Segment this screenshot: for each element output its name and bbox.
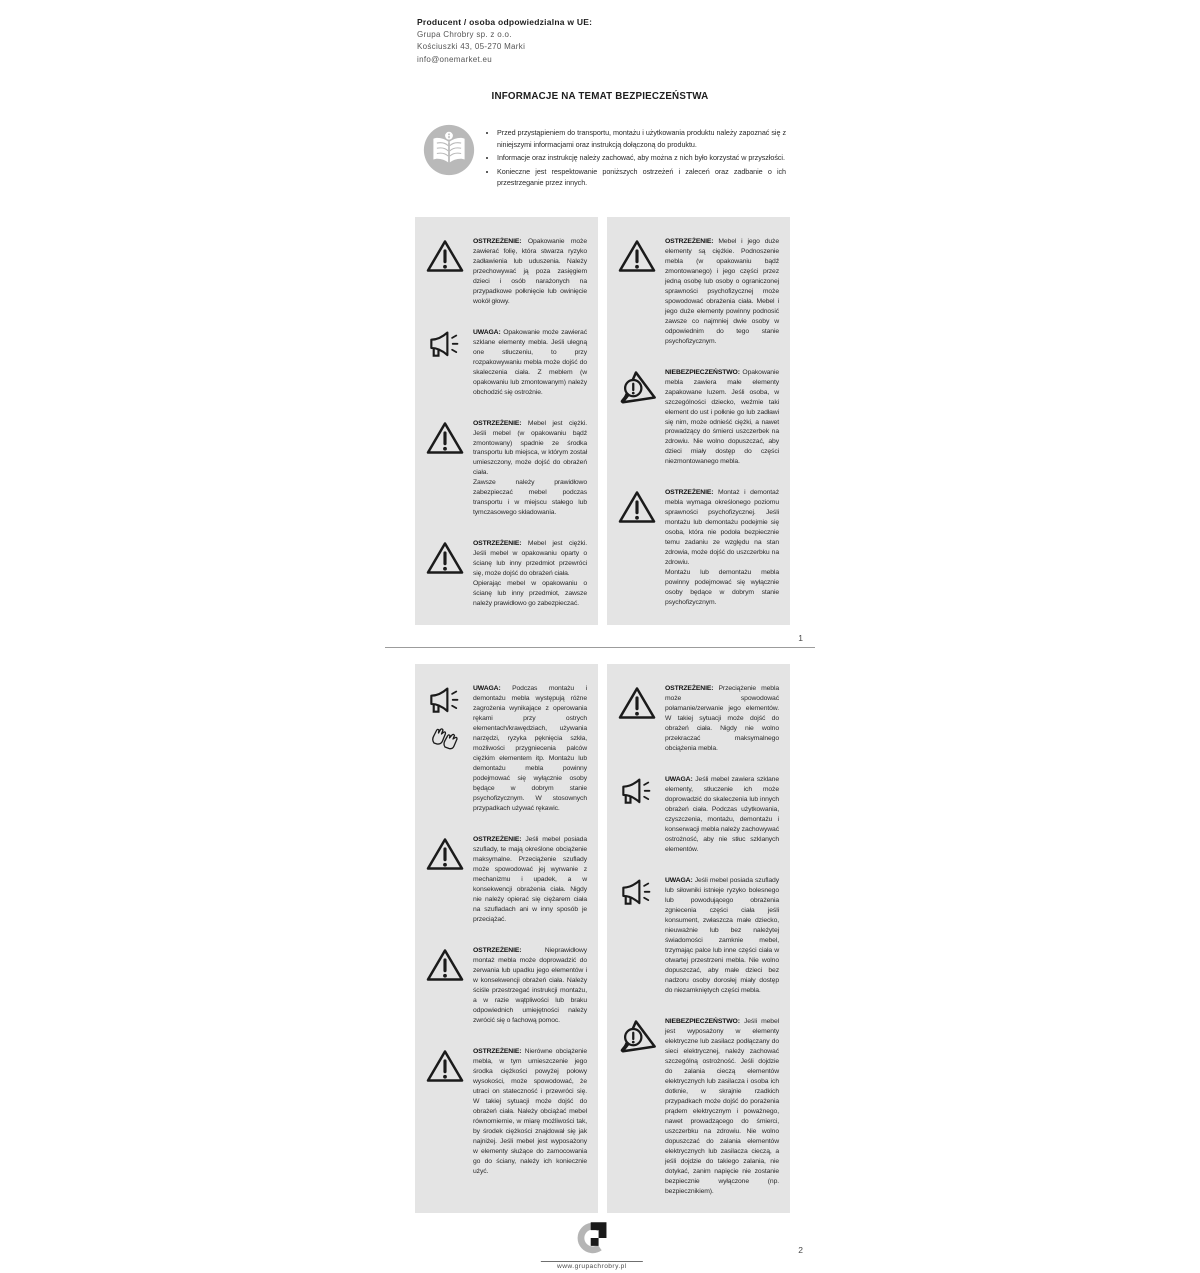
intro-section (385, 124, 815, 191)
warning-paragraph: OSTRZEŻENIE: Mebel jest ciężki. Jeśli mebel w opakowaniu oparty o ścianę lub inny przedmiot przewróci się, może dojść do obrażeń ciała. (473, 540, 587, 578)
warning-paragraph: OSTRZEŻENIE: Nierówne obciążenie mebla, w tym umieszczenie jego środka ciężkości powyżej połowy wysokości, może spowodować, że utraci on stateczność i przewróci się. W takiej sytuacji może dojść do obrażeń ciała. Należy obciążać mebel równomiernie, w miarę możliwości tak, by środek ciężkości znajdował się jak najniżej. Jeśli mebel jest wyposażony w elementy służące do zamocowania go do ściany, należy ich koniecznie użyć. (473, 1047, 587, 1175)
warning-paragraph: UWAGA: Opakowanie może zawierać szklane elementy mebla. Jeśli ulegną one stłuczeniu, to przy rozpakowywaniu mebla może dojść do skaleczenia ciała. Z meblem (w opakowaniu lub zmontowanym) należy obchodzić się ostrożnie. (473, 328, 587, 396)
warning-paragraph: OSTRZEŻENIE: Opakowanie może zawierać folię, która stwarza ryzyko zadławienia lub uduszenia. Należy przechowywać ją poza zasięgiem dzieci i osób narażonych na przypadkowe połknięcie lub owinięcie wokół głowy. (473, 237, 587, 305)
warning-item (616, 775, 779, 855)
page-divider (385, 647, 815, 648)
warning-item (616, 1017, 779, 1197)
producer-label: Producent / osoba odpowiedzialna w UE: (417, 17, 593, 27)
warning-label: OSTRZEŻENIE: (473, 419, 528, 427)
warning-paragraph: OSTRZEŻENIE: Mebel i jego duże elementy są ciężkie. Podnoszenie mebla (w opakowaniu bądź zmontowanego) i jego części przez jedną osobę lub osoby o ograniczonej sprawności psychofizycznej może spowodować obrażenia ciała. Mebel i jego duże elementy powinny podnosić zawsze co najmniej dwie osoby w odpowiednim do tego stanie psychofizycznym. (665, 237, 779, 345)
warning-label: OSTRZEŻENIE: (665, 685, 719, 693)
warning-text (473, 328, 587, 398)
warning-text (665, 488, 779, 608)
warning-triangle-icon (426, 541, 464, 575)
document-footer (385, 1221, 815, 1273)
producer-block (417, 0, 815, 66)
warning-icons (424, 328, 466, 398)
warning-label: UWAGA: (665, 776, 696, 784)
warning-triangle-icon (426, 948, 464, 982)
warning-triangle-icon (426, 837, 464, 871)
warning-item (424, 1047, 587, 1177)
warning-icons (616, 237, 658, 347)
warning-box-left (415, 217, 598, 626)
warning-icons (424, 684, 466, 814)
warning-label: OSTRZEŻENIE: (473, 237, 528, 245)
warning-label: UWAGA: (473, 328, 504, 336)
open-book-icon (423, 124, 475, 176)
page-number-1: 1 (798, 633, 803, 644)
producer-lines (417, 29, 815, 66)
warning-box-right (607, 217, 790, 626)
warnings-page-1 (415, 217, 790, 626)
producer-line: Grupa Chrobry sp. z o.o. (417, 30, 512, 39)
warning-item (424, 684, 587, 814)
warning-item (424, 328, 587, 398)
warning-item (424, 539, 587, 609)
warning-text (473, 1047, 587, 1177)
warning-paragraph: OSTRZEŻENIE: Jeśli mebel posiada szuflady, te mają określone obciążenie maksymalne. Przeciążenie szuflady może spowodować jej wyrwanie z mechanizmu i upadek, a w konsekwencji obrażenia ciała. Nigdy nie należy opierać się ciężarem ciała na szufladach ani w inny sposób je przeciążać. (473, 836, 587, 923)
warning-label: NIEBEZPIECZEŃSTWO: (665, 1017, 744, 1025)
warning-paragraph: UWAGA: Podczas montażu i demontażu mebla występują różne zagrożenia wynikające z operowania rękami przy ostrych elementach/krawędziach, używania narzędzi, ryzyka pęknięcia szkła, możliwości przygniecenia palców ciężkim elementem itp. Montażu lub demontażu mebla powinny podejmować się wyłącznie osoby będące w dobrym stanie psychofizycznym. W stosownych przypadkach używać rękawic. (473, 685, 587, 813)
warning-item (616, 876, 779, 996)
warning-text (473, 237, 587, 307)
warning-icons (424, 539, 466, 609)
megaphone-icon (618, 878, 656, 908)
warning-paragraph: OSTRZEŻENIE: Przeciążenie mebla może spowodować połamanie/zerwanie jego elementów. W takiej sytuacji może dojść do obrażeń ciała. Nigdy nie wolno przekraczać maksymalnego obciążenia mebla. (665, 685, 779, 753)
danger-magnifier-icon (617, 1019, 657, 1054)
warning-text (665, 775, 779, 855)
producer-line: info@onemarket.eu (417, 54, 493, 64)
warning-text (473, 835, 587, 925)
warning-paragraph: NIEBEZPIECZEŃSTWO: Jeśli mebel jest wyposażony w elementy elektryczne lub zasilacz podłączany do sieci elektrycznej, należy zachować szczególną ostrożność. Jeśli dojdzie do zalania cieczą elementów elektrycznych lub zasilacza i osoba ich dotknie, w skrajnie rzadkich przypadkach może dojść do porażenia prądem elektrycznym i poważnego, nawet prowadzącego do śmierci, uszczerbku na zdrowiu. Nie wolno dopuszczać do zalania elementów elektrycznych lub zasilacza cieczą, a jeśli dojdzie do takiego zalania, nie dotykać, zanim napięcie nie zostanie bezpiecznie wyłączone (np. bezpiecznikiem). (665, 1017, 779, 1195)
warning-icons (424, 1047, 466, 1177)
warning-paragraph: OSTRZEŻENIE: Nieprawidłowy montaż mebla może doprowadzić do zerwania lub upadku jego elementów i w konsekwencji obrażeń ciała. Należy ściśle przestrzegać instrukcji montażu, a w razie wątpliwości lub braku odpowiednich umiejętności należy zwrócić się o fachową pomoc. (473, 946, 587, 1024)
megaphone-icon (426, 686, 464, 716)
warning-box-right (607, 664, 790, 1212)
warning-triangle-icon (618, 490, 656, 524)
gloves-icon (430, 728, 460, 752)
warning-label: OSTRZEŻENIE: (665, 489, 718, 497)
warning-icons (424, 419, 466, 519)
warning-icons (616, 684, 658, 754)
brand-logo-icon (574, 1242, 610, 1259)
warning-label: UWAGA: (665, 877, 695, 885)
warning-item (616, 488, 779, 608)
warning-paragraph: UWAGA: Jeśli mebel zawiera szklane elementy, stłuczenie ich może doprowadzić do skaleczenia lub innych obrażeń ciała. Podczas użytkowania, czyszczenia, montażu, demontażu i konserwacji mebla należy zachowywać ostrożność, aby nie stłuc szklanych elementów. (665, 776, 779, 854)
warning-paragraph: OSTRZEŻENIE: Montaż i demontaż mebla wymaga określonego poziomu sprawności psychofizycznej. Jeśli montażu lub demontażu podejmie się osoba, która nie podoła bezpiecznie temu zadaniu ze względu na stan zdrowia, może dojść do uszczerbku na zdrowiu. (665, 489, 779, 567)
warning-item (424, 419, 587, 519)
document-content (385, 0, 815, 1273)
warning-icons (616, 1017, 658, 1197)
warning-text (665, 368, 779, 468)
warning-text (665, 237, 779, 347)
warning-paragraph: UWAGA: Jeśli mebel posiada szuflady lub siłowniki istnieje ryzyko bolesnego lub powodującego obrażenia zgniecenia części ciała jeśli konsument, zwłaszcza małe dziecko, nieuważnie lub bez należytej świadomości zamknie mebel, trzymając palce lub inne części ciała w otwartej przestrzeni mebla. Nie wolno dopuszczać, aby małe dzieci bez nadzoru osoby dorosłej miały dostęp do niezamkniętych części mebla. (665, 877, 779, 994)
warning-text (665, 684, 779, 754)
danger-magnifier-icon (617, 370, 657, 405)
intro-bullet: • Informacje oraz instrukcję należy zachować, aby można z nich było korzystać w przyszłości. (497, 152, 786, 164)
warning-item (616, 237, 779, 347)
megaphone-icon (618, 777, 656, 807)
warning-text (473, 539, 587, 609)
warning-label: NIEBEZPIECZEŃSTWO: (665, 368, 743, 376)
warning-icons (616, 488, 658, 608)
warning-paragraph: NIEBEZPIECZEŃSTWO: Opakowanie mebla zawiera małe elementy zapakowane luzem. Jeśli osoba, w szczególności dziecko, weźmie taki element do ust i połknie go lub zadławi się nim, może odnieść ciężki, a nawet prowadzący do śmierci uszczerbek na zdrowiu. Nie wolno dopuszczać, aby dzieci miały dostęp do części niezmontowanego mebla. (665, 368, 779, 466)
warning-icons (616, 876, 658, 996)
brand-block (541, 1221, 643, 1271)
warnings-page-2 (415, 664, 790, 1212)
warning-icons (424, 835, 466, 925)
page-title: INFORMACJE NA TEMAT BEZPIECZEŃSTWA (491, 91, 709, 103)
footer-url: www.grupachrobry.pl (557, 1263, 627, 1271)
warning-item (424, 835, 587, 925)
warning-label: OSTRZEŻENIE: (473, 540, 528, 548)
warning-item (616, 368, 779, 468)
warning-triangle-icon (618, 686, 656, 720)
warning-text (473, 419, 587, 519)
warning-text (473, 946, 587, 1026)
warning-triangle-icon (426, 421, 464, 455)
warning-triangle-icon (426, 239, 464, 273)
warning-triangle-icon (426, 1049, 464, 1083)
warning-item (424, 946, 587, 1026)
warning-item (424, 237, 587, 307)
intro-bullet: • Przed przystąpieniem do transportu, montażu i użytkowania produktu należy zapoznać się z niniejszymi informacjami oraz instrukcją dołączoną do produktu. (497, 127, 786, 150)
warning-item (616, 684, 779, 754)
megaphone-icon (426, 330, 464, 360)
warning-icons (616, 775, 658, 855)
brand-rule (541, 1261, 643, 1262)
page-number-2: 2 (798, 1244, 803, 1255)
intro-bullet-list (486, 127, 786, 191)
warning-triangle-icon (618, 239, 656, 273)
warning-paragraph: OSTRZEŻENIE: Mebel jest ciężki. Jeśli mebel (w opakowaniu bądź zmontowany) spadnie ze środka transportu lub miejsca, w którym został umieszczony, może dojść do obrażeń ciała. (473, 419, 587, 477)
warning-label: OSTRZEŻENIE: (665, 237, 719, 245)
producer-line: Kościuszki 43, 05-270 Marki (417, 42, 526, 52)
warning-paragraph: Opierając mebel w opakowaniu o ścianę lub inny przedmiot, zawsze należy prawidłowo go zabezpieczać. (473, 580, 587, 608)
warning-label: OSTRZEŻENIE: (473, 836, 526, 844)
warning-icons (424, 946, 466, 1026)
warning-label: OSTRZEŻENIE: (473, 1047, 525, 1055)
warning-text (665, 876, 779, 996)
warning-text (665, 1017, 779, 1197)
warning-box-left (415, 664, 598, 1212)
warning-paragraph: Zawsze należy prawidłowo zabezpieczać mebel podczas transportu i w miejscu stałego lub tymczasowego składowania. (473, 479, 587, 517)
warning-text (473, 684, 587, 814)
warning-paragraph: Montażu lub demontażu mebla powinny podejmować się wyłącznie osoby będące w dobrym stanie psychofizycznym. (665, 569, 779, 607)
warning-label: UWAGA: (473, 685, 513, 693)
warning-icons (424, 237, 466, 307)
warning-icons (616, 368, 658, 468)
intro-bullet: • Konieczne jest respektowanie poniższych ostrzeżeń i zaleceń oraz zadbanie o ich przestrzeganie przez innych. (497, 166, 786, 189)
warning-label: OSTRZEŻENIE: (473, 946, 545, 954)
